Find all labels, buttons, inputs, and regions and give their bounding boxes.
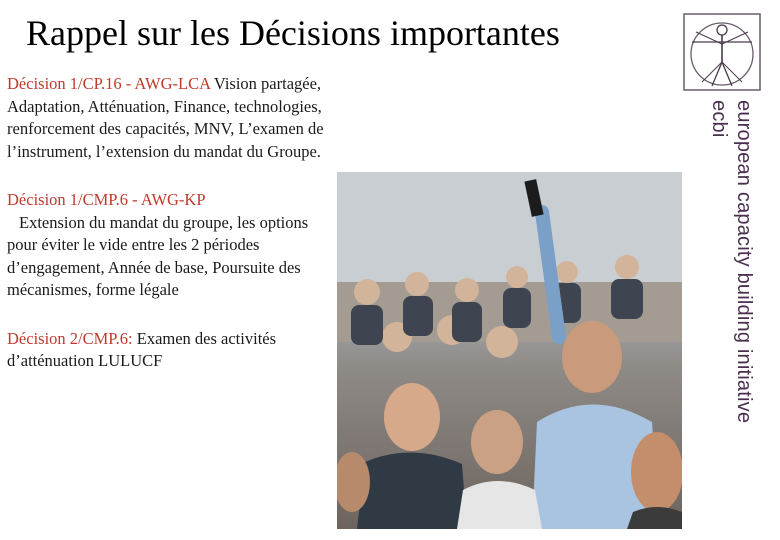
- decision-item: [7, 328, 337, 373]
- organization-name-line2: ecbi: [708, 100, 730, 138]
- decision-ref: Décision 1/CP.16 - AWG-LCA: [7, 74, 211, 93]
- decision-text: Extension du mandat du groupe, les options pour éviter le vide entre les 2 périodes d’engagement, Année de base, Poursuite des mécanismes, forme légale: [7, 212, 309, 299]
- decisions-list: [7, 73, 337, 399]
- slide-title: Rappel sur les Décisions importantes: [26, 13, 560, 53]
- decision-item: [7, 189, 337, 302]
- decision-text: Examen des activités d’atténuation LULUCF: [7, 328, 277, 370]
- decision-ref: Décision 1/CMP.6 - AWG-KP: [7, 190, 206, 209]
- decision-text: Vision partagée, Adaptation, Atténuation, Finance, technologies, renforcement des capacités, MNV, L’examen de l’instrument, l’extension du mandat du Groupe.: [7, 74, 324, 161]
- conference-delegates-photo: [337, 172, 682, 529]
- vitruvian-man-icon: [682, 12, 762, 92]
- decision-item: [7, 73, 337, 163]
- organization-name: [696, 100, 756, 520]
- decision-ref: Décision 2/CMP.6:: [7, 328, 133, 348]
- organization-name-line1: european capacity building initiative: [733, 100, 755, 424]
